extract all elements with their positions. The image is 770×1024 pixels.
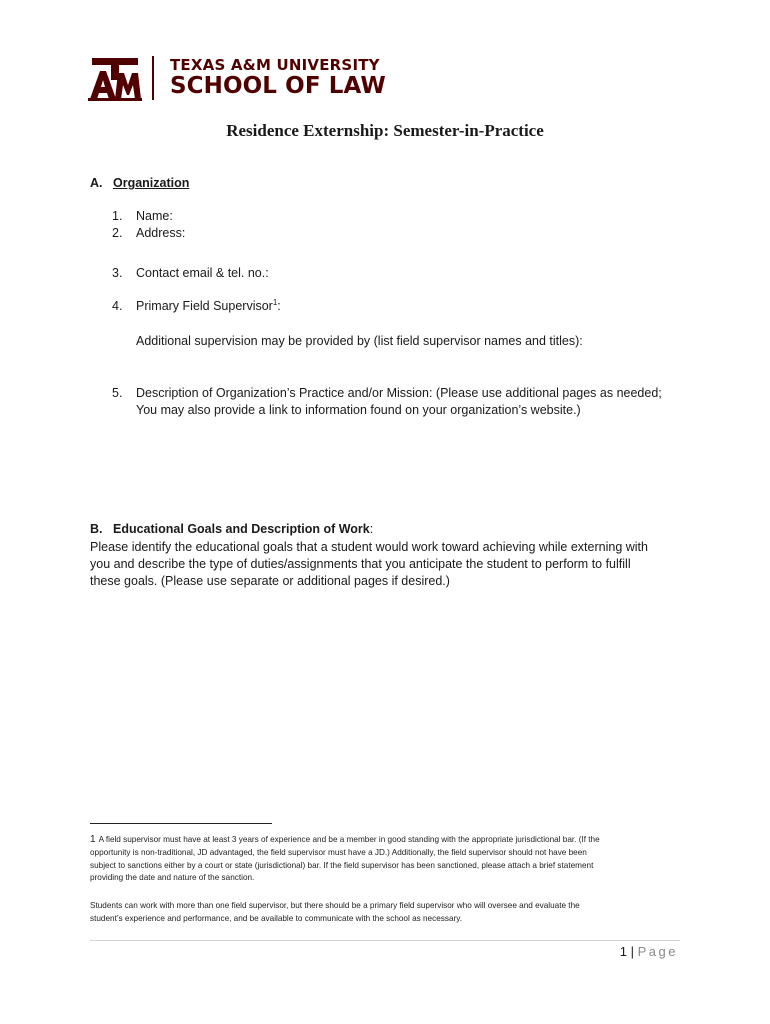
footnote-line xyxy=(90,834,680,847)
university-name: TEXAS A&M UNIVERSITY xyxy=(170,56,380,74)
logo-wordmark xyxy=(170,58,386,98)
footnote-line: Students can work with more than one field supervisor, but there should be a primary field supervisor who will oversee and evaluate the xyxy=(90,901,580,910)
item-description-line1: Description of Organization’s Practice and/or Mission: (Please use additional pages as needed; xyxy=(136,386,662,400)
section-a-letter: A. xyxy=(90,176,103,190)
page-number-value: 1 xyxy=(619,944,627,959)
item-2-number: 2. xyxy=(112,226,123,240)
footer-rule xyxy=(90,940,680,941)
item-3-number: 3. xyxy=(112,266,123,280)
footnote-text: A field supervisor must have at least 3 years of experience and be a member in good standing with the appropriate jurisdictional bar. (If the xyxy=(98,835,600,844)
footnote-number: 1 xyxy=(90,834,96,845)
item-5-number: 5. xyxy=(112,386,123,400)
item-contact-label: Contact email & tel. no.: xyxy=(136,266,269,280)
section-b-letter: B. xyxy=(90,522,103,536)
item-address-label: Address: xyxy=(136,226,186,240)
item-description-line2: You may also provide a link to information found on your organization’s website.) xyxy=(136,403,581,417)
supervisor-label-colon: : xyxy=(277,299,281,313)
footnote-line: providing the date and nature of the sanction. xyxy=(90,873,255,883)
page-separator: | xyxy=(630,944,634,959)
item-supervisor-label xyxy=(136,298,281,315)
footnote-line: subject to sanctions either by a court or state (jurisdictional) bar. If the field supervisor has been sanctioned, please attach a brief statement xyxy=(90,860,594,870)
document-title: Residence Externship: Semester-in-Practice xyxy=(226,121,544,140)
section-b-body-line1: Please identify the educational goals that a student would work toward achieving while externing with xyxy=(90,540,648,554)
footnote-paragraph-2 xyxy=(90,900,680,926)
page-number xyxy=(620,944,678,959)
item-1-number: 1. xyxy=(112,209,123,223)
school-name: SCHOOL OF LAW xyxy=(170,73,386,99)
section-b-heading: Educational Goals and Description of Work xyxy=(113,522,370,536)
footnote-line: student’s experience and performance, and be available to communicate with the school as necessary. xyxy=(90,913,462,923)
section-b-heading-line xyxy=(113,521,373,538)
footnote-ref: 1 xyxy=(272,297,278,307)
section-b-heading-colon: : xyxy=(369,522,374,536)
school-logo xyxy=(88,54,386,102)
section-b-body-line3: these goals. (Please use separate or additional pages if desired.) xyxy=(90,574,450,588)
item-name-label: Name: xyxy=(136,209,173,223)
additional-supervision-text: Additional supervision may be provided by (list field supervisor names and titles): xyxy=(136,334,583,348)
footnote-line: opportunity is non-traditional, JD advantaged, the field supervisor must have a JD.) Additionally, the field supervisor should not have been xyxy=(90,847,587,857)
supervisor-label-text: Primary Field Supervisor xyxy=(136,299,273,313)
footnote-separator xyxy=(90,823,272,824)
section-b-body-line2: you and describe the type of duties/assignments that you anticipate the student to perform to fulfill xyxy=(90,557,631,571)
item-4-number: 4. xyxy=(112,299,123,313)
page-label: Page xyxy=(637,944,678,959)
section-a-heading: Organization xyxy=(113,176,190,190)
atm-logo-mark xyxy=(88,55,142,101)
footnote-paragraph-1 xyxy=(90,834,680,885)
logo-divider xyxy=(152,56,154,100)
